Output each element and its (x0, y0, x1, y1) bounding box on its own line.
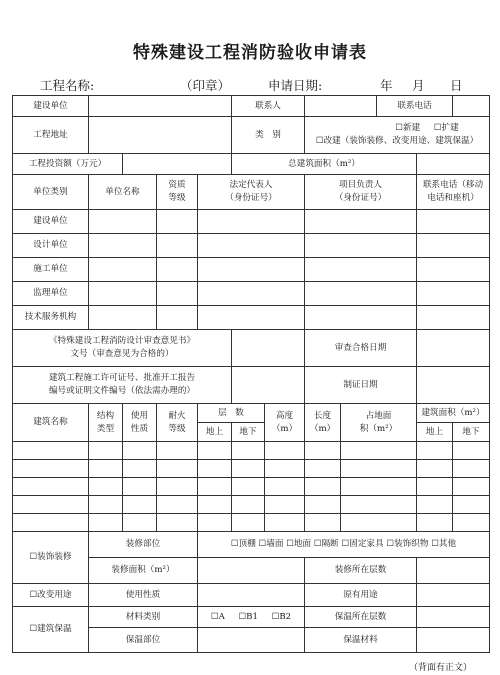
footer-note: （背面有正文） (408, 663, 472, 673)
checkbox-b1[interactable]: ☐B1 (238, 611, 258, 622)
insulation-part-label: 保温部位 (89, 628, 198, 653)
use-nature-label: 使用性质 (89, 584, 198, 607)
unit-type-cell: 设计单位 (13, 234, 89, 258)
area-below-header: 地下 (453, 423, 490, 442)
unit-type-cell: 建设单位 (13, 210, 89, 234)
builder-unit-label: 建设单位 (13, 96, 89, 117)
table-row (13, 210, 490, 234)
grade-header: 资质 等级 (157, 175, 198, 210)
seal-label: （印章） (180, 78, 231, 93)
checkbox-ceiling[interactable]: ☐顶棚 (230, 539, 256, 550)
design-doc-label: 《特殊建设工程消防设计审查意见书》 文号（审查意见为合格的） (13, 330, 232, 367)
project-manager-header: 项目负责人 （身份证号） (305, 175, 417, 210)
checkbox-expand[interactable]: ☐扩建 (433, 123, 459, 134)
decoration-part-options (198, 532, 490, 558)
table-row (13, 96, 490, 117)
checkbox-fixed-furniture[interactable]: ☐固定家具 (341, 539, 384, 550)
project-name-label: 工程名称: (40, 78, 95, 93)
original-use-field[interactable] (417, 584, 490, 607)
fire-rating-header: 耐火 等级 (157, 404, 198, 442)
investment-field[interactable] (123, 154, 232, 175)
checkbox-partition[interactable]: ☐隔断 (313, 539, 339, 550)
floors-above-header: 地上 (198, 423, 232, 442)
phone-header: 联系电话（移动 电话和座机） (417, 175, 490, 210)
month-label: 月 (412, 78, 425, 93)
checkbox-new[interactable]: ☐新建 (395, 123, 421, 134)
issue-date-label: 制证日期 (305, 367, 417, 404)
insulation-floor-field[interactable] (417, 607, 490, 628)
use-header: 使用 性质 (123, 404, 157, 442)
unit-type-cell: 技术服务机构 (13, 306, 89, 330)
table-row (13, 478, 490, 496)
table-row (13, 584, 490, 607)
decoration-floor-label: 装修所在层数 (305, 558, 417, 584)
contact-person-label: 联系人 (232, 96, 305, 117)
table-row (13, 404, 490, 423)
permit-field[interactable] (232, 367, 305, 404)
table-row (13, 175, 490, 210)
legal-rep-header: 法定代表人 （身份证号） (198, 175, 305, 210)
investment-label: 工程投资额（万元） (13, 154, 123, 175)
issue-date-field[interactable] (417, 367, 490, 404)
length-header: 长度 （m） (305, 404, 341, 442)
day-label: 日 (450, 78, 463, 93)
area-above-header: 地上 (417, 423, 453, 442)
decoration-part-label: 装修部位 (89, 532, 198, 558)
project-address-field[interactable] (89, 117, 232, 154)
builder-unit-field[interactable] (89, 96, 232, 117)
table-row (13, 442, 490, 460)
unit-type-cell: 监理单位 (13, 282, 89, 306)
contact-person-field[interactable] (305, 96, 377, 117)
table-row (13, 460, 490, 478)
insulation-part-field[interactable] (198, 628, 305, 653)
project-address-label: 工程地址 (13, 117, 89, 154)
total-area-label: 总建筑面积（m²） (232, 154, 417, 175)
floors-below-header: 地下 (232, 423, 265, 442)
checkbox-wall[interactable]: ☐墙面 (258, 539, 284, 550)
table-row (13, 532, 490, 558)
checkbox-other[interactable]: ☐其他 (431, 539, 457, 550)
contact-phone-field[interactable] (453, 96, 490, 117)
unit-name-header: 单位名称 (89, 175, 157, 210)
category-options (305, 117, 490, 154)
checkbox-fabric[interactable]: ☐装饰织物 (386, 539, 429, 550)
application-form-table (12, 95, 490, 653)
approval-date-label: 审查合格日期 (305, 330, 417, 367)
unit-type-header: 单位类别 (13, 175, 89, 210)
decoration-floor-field[interactable] (417, 558, 490, 584)
table-row (13, 306, 490, 330)
table-row (13, 607, 490, 628)
original-use-label: 原有用途 (305, 584, 417, 607)
table-row (13, 154, 490, 175)
building-name-header: 建筑名称 (13, 404, 89, 442)
insulation-material-field[interactable] (417, 628, 490, 653)
decoration-area-label: 装修面积（m²） (89, 558, 198, 584)
category-label: 类 别 (232, 117, 305, 154)
table-row (13, 330, 490, 367)
insulation-floor-label: 保温所在层数 (305, 607, 417, 628)
insulation-material-label: 保温材料 (305, 628, 417, 653)
checkbox-rebuild[interactable]: ☐改建（装饰装修、改变用途、建筑保温） (315, 136, 479, 146)
checkbox-b2[interactable]: ☐B2 (271, 611, 292, 622)
unit-type-cell: 施工单位 (13, 258, 89, 282)
table-row (13, 234, 490, 258)
material-type-options (198, 607, 305, 628)
table-row (13, 514, 490, 532)
checkbox-decoration[interactable]: ☐装饰装修 (13, 532, 89, 584)
building-area-header: 建筑面积（m²） (417, 404, 490, 423)
use-nature-field[interactable] (198, 584, 305, 607)
table-row (13, 367, 490, 404)
table-row (13, 496, 490, 514)
year-label: 年 (380, 78, 393, 93)
form-title: 特殊建设工程消防验收申请表 (133, 43, 367, 63)
table-row (13, 282, 490, 306)
design-doc-field[interactable] (232, 330, 305, 367)
approval-date-field[interactable] (417, 330, 490, 367)
contact-phone-label: 联系电话 (377, 96, 453, 117)
checkbox-change-use[interactable]: ☐改变用途 (13, 584, 89, 607)
height-header: 高度 （m） (265, 404, 305, 442)
checkbox-a[interactable]: ☐A (210, 611, 225, 622)
table-row (13, 117, 490, 154)
structure-header: 结构 类型 (89, 404, 123, 442)
checkbox-insulation[interactable]: ☐建筑保温 (13, 607, 89, 653)
checkbox-floor[interactable]: ☐地面 (286, 539, 312, 550)
total-area-field[interactable] (417, 154, 490, 175)
material-type-label: 材料类别 (89, 607, 198, 628)
permit-label: 建筑工程施工许可证号、批准开工报告 编号或证明文件编号（依法需办理的） (13, 367, 232, 404)
decoration-area-field[interactable] (198, 558, 305, 584)
floors-header: 层 数 (198, 404, 265, 423)
date-label: 申请日期: (268, 78, 323, 93)
table-row (13, 258, 490, 282)
footprint-header: 占地面 积（m²） (341, 404, 417, 442)
